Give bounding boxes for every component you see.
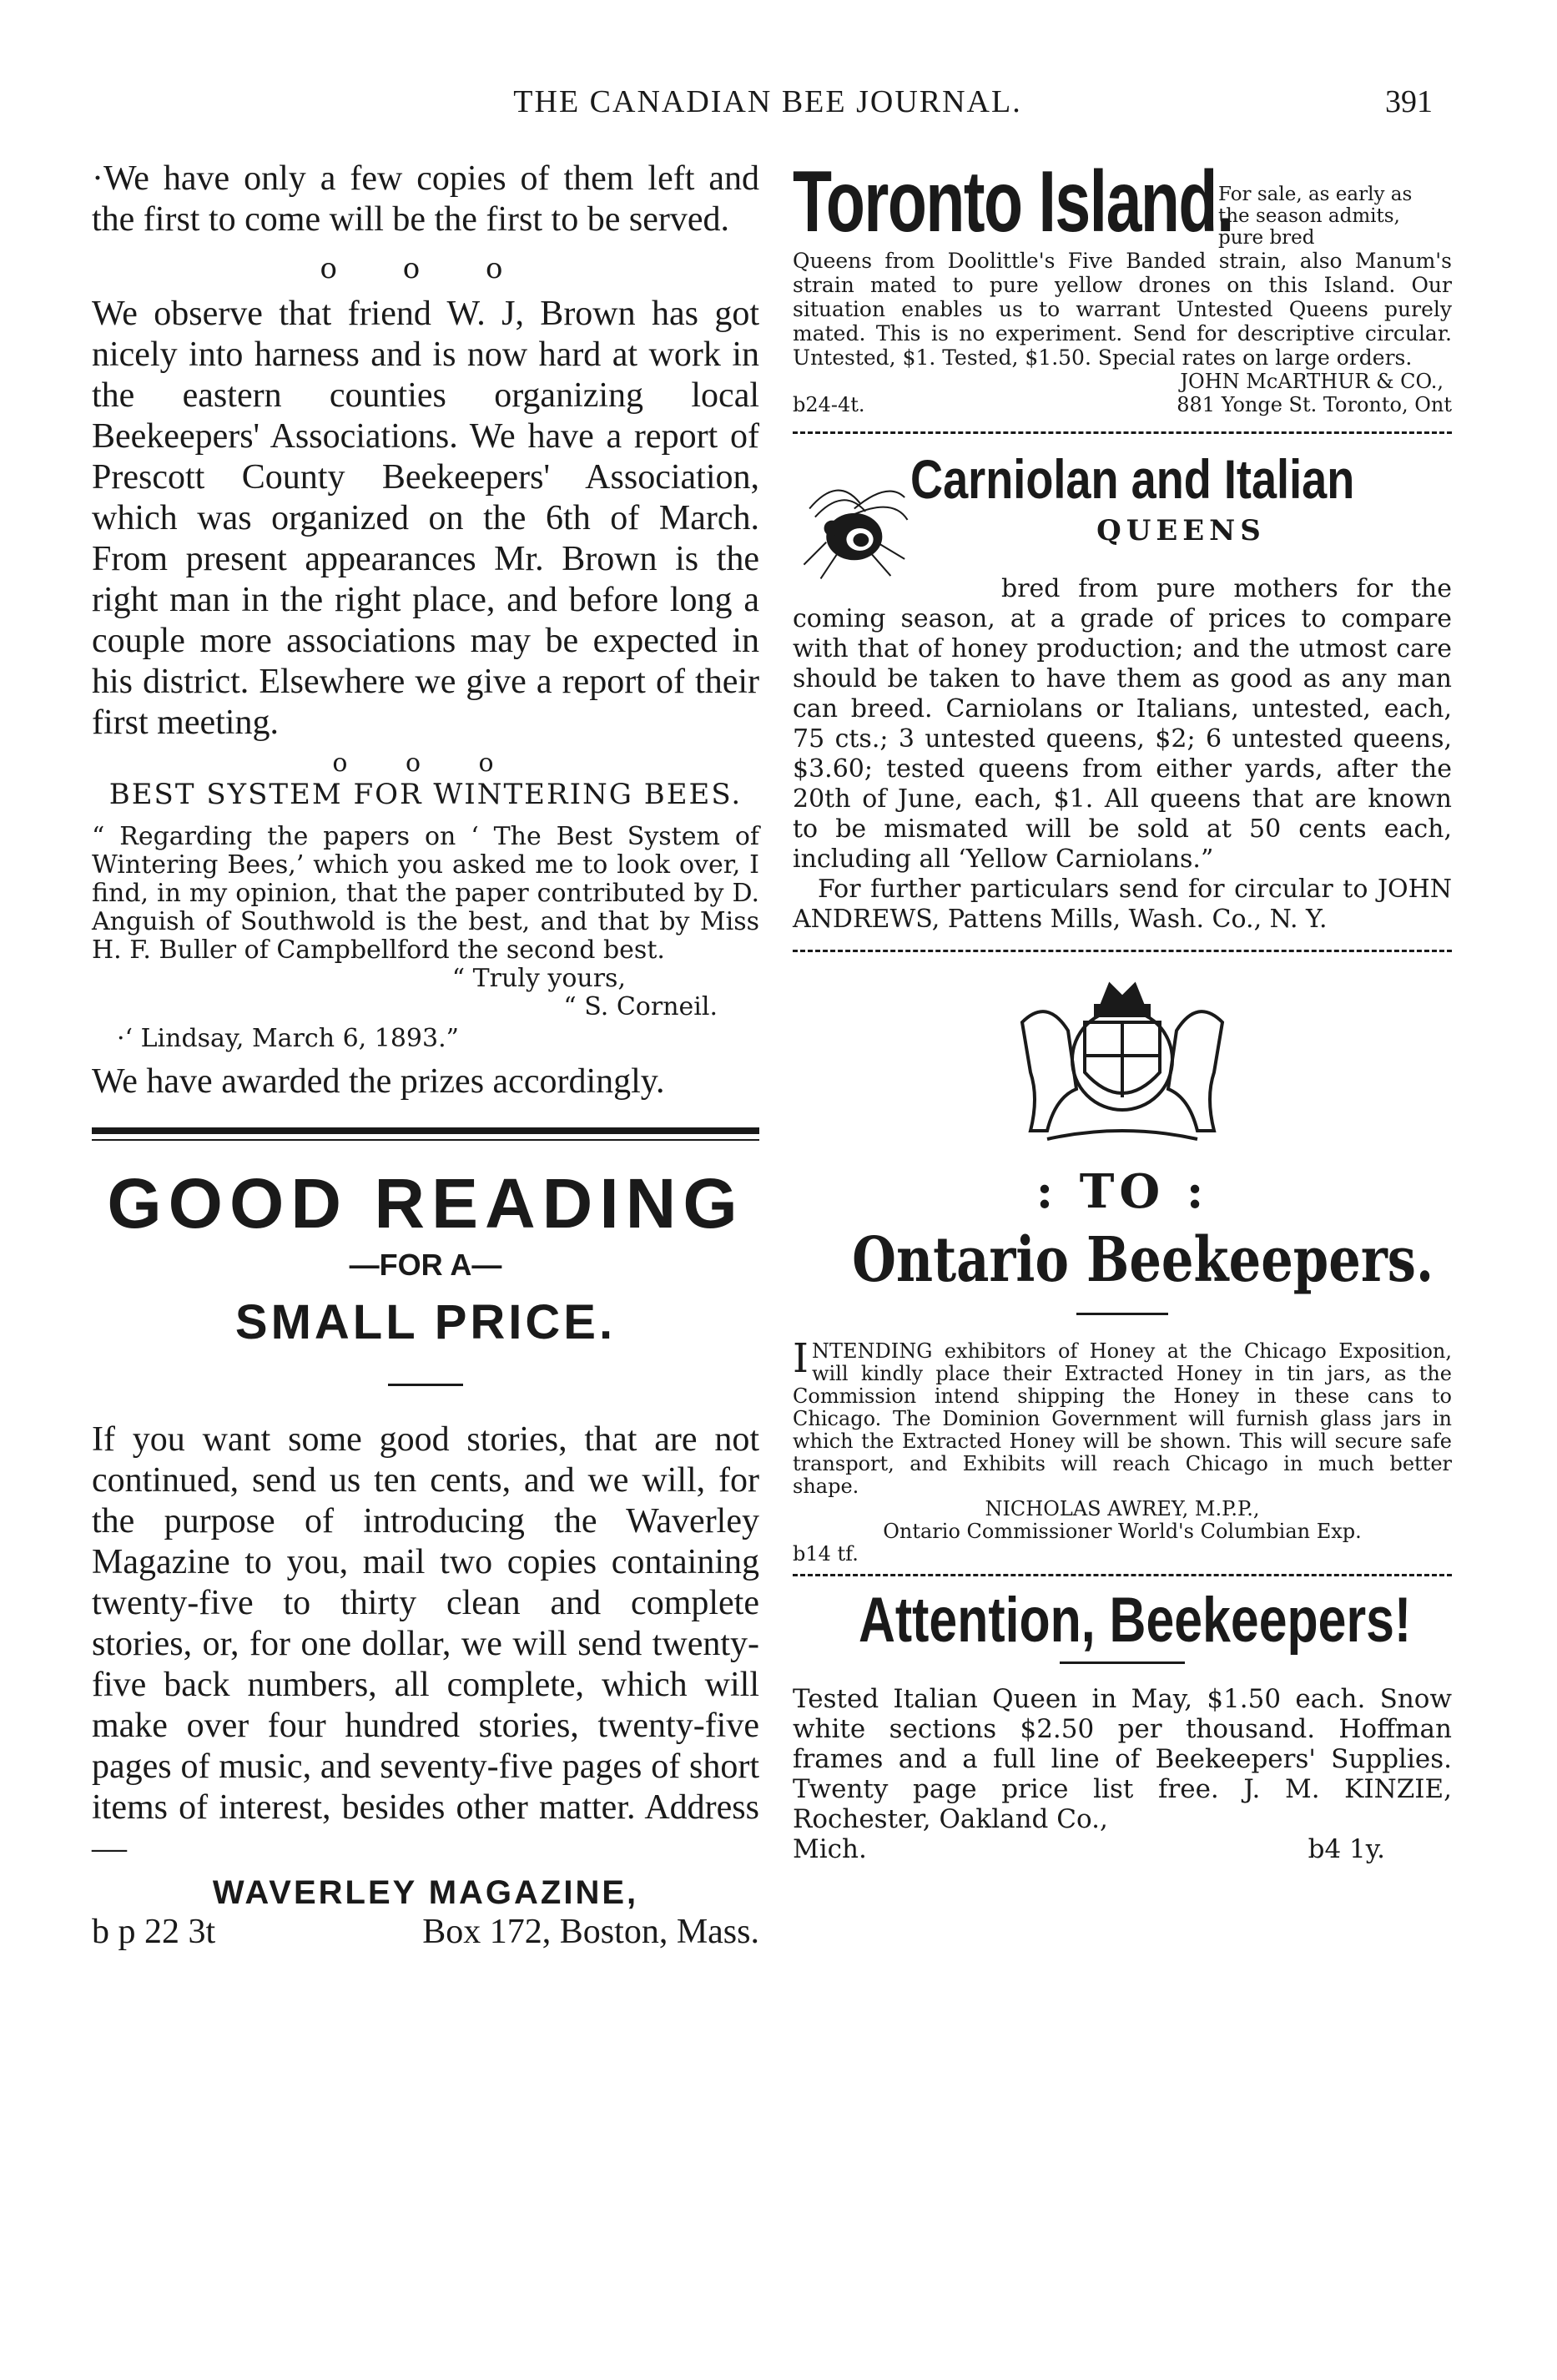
right-column: [793, 154, 1452, 1864]
thin-rule: [92, 1139, 759, 1141]
letter-place-date: ·‘ Lindsay, March 6, 1893.”: [117, 1024, 459, 1053]
letter-signature: “ S. Corneil.: [563, 992, 718, 1021]
waverley-magazine-name: WAVERLEY MAGAZINE,: [212, 1874, 639, 1911]
toronto-address: 881 Yonge St. Toronto, Ont: [1177, 393, 1452, 416]
letter-closing: “ Truly yours,: [451, 964, 626, 993]
ad-code: b4 1y.: [1308, 1834, 1385, 1864]
ad-code: b14 tf.: [793, 1542, 859, 1566]
waverley-footer: [92, 1912, 759, 1952]
carniolan-body: bred from pure mothers for the coming season, at a grade of prices to compare with that of honey production; and the utmost care should be taken to have them as good as any man can breed. Carniolans or Italians, untested, each, 75 cts.; 3 untested queens, $2; 6 untested queens, $3.60; tested queens from either yards, after the 20th of June, each, $1. All queens that are known to be mismated will be sold at 50 cents each, including all ‘Yellow Carniolans.”: [793, 574, 1452, 874]
exhibitors-notice: [793, 1335, 1452, 1498]
page-number: 391: [1385, 84, 1433, 119]
bee-illustration: [793, 449, 910, 608]
copies-paragraph: ·We have only a few copies of them left and the first to come will be the first to be served.: [92, 159, 759, 239]
brown-paragraph: We observe that friend W. J, Brown has got nicely into harness and is now hard at work in the eastern counties organizing local Beekeepers' Associations. We have a report of Prescott County Beekeepers' Association, which was organized on the 6th of March. From present appearances Mr. Brown is the right man in the right place, and before long a couple more associations may be expected in his district. Elsewhere we give a report of their first meeting.: [92, 295, 759, 742]
carniolan-heading-block: [910, 449, 1452, 547]
kinzie-state: Mich.: [793, 1834, 867, 1864]
toronto-island-ad: [793, 154, 1452, 250]
toronto-company-line: [793, 370, 1452, 393]
ontario-beekeepers-title: Ontario Beekeepers.: [852, 1224, 1434, 1296]
ornament: o o o: [332, 749, 519, 778]
small-price-title: SMALL PRICE.: [234, 1295, 617, 1349]
running-head: THE CANADIAN BEE JOURNAL.: [513, 84, 1022, 119]
queens-label: QUEENS: [1096, 514, 1266, 547]
short-rule: [1076, 1313, 1168, 1315]
ad-code: b p 22 3t: [92, 1913, 216, 1951]
heavy-rule: [92, 1127, 759, 1134]
toronto-address-line: [793, 393, 1452, 416]
commissioner-title: Ontario Commissioner World's Columbian Exp.: [883, 1520, 1362, 1543]
commissioner-name: NICHOLAS AWREY, M.P.P.,: [985, 1497, 1260, 1520]
exhibitors-body: NTENDING exhibitors of Honey at the Chicago Exposition, will kindly place their Extracted Honey in tin jars, as the Commission intend shipping the Honey in these cans to Chicago. The Dominion Government will furnish glass jars in which the Extracted Honey will be shown. This will secure safe transport, and Exhibits will reach Chicago in much better shape.: [793, 1339, 1452, 1498]
toronto-side-text: For sale, as early as the season admits, pure bred: [1218, 184, 1413, 249]
prizes-paragraph: We have awarded the prizes accordingly.: [92, 1062, 665, 1101]
toronto-company: JOHN McARTHUR & CO.,: [1180, 370, 1444, 393]
toronto-island-title: Toronto Island.: [793, 154, 1233, 250]
attention-title: Attention, Beekeepers!: [859, 1585, 1412, 1656]
carniolan-title: Carniolan and Italian: [910, 448, 1355, 510]
kinzie-body: Tested Italian Queen in May, $1.50 each. Snow white sections $2.50 per thousand. Hoffman frames and a full line of Beekeepers' Supplies. Twenty page price list free. J. M. KINZIE, Rochester, Oakland Co.,: [793, 1684, 1452, 1834]
dashed-divider: [793, 950, 1452, 952]
letter-body: “ Regarding the papers on ‘ The Best System of Wintering Bees,’ which you asked me to look over, I find, in my opinion, that the paper contributed by D. Anguish of Southwold is the best, and that by Miss H. F. Buller of Campbellford the second best.: [92, 822, 759, 965]
short-rule: [1060, 1661, 1185, 1664]
kinzie-footer: [793, 1834, 1452, 1864]
good-reading-title: GOOD READING: [107, 1164, 744, 1243]
drop-cap: I: [793, 1335, 809, 1382]
dashed-divider: [793, 431, 1452, 434]
carniolan-body-2: For further particulars send for circular to JOHN ANDREWS, Pattens Mills, Wash. Co., N. Y.: [793, 875, 1452, 934]
ad-code: b24-4t.: [793, 393, 865, 416]
waverley-body: If you want some good stories, that are not continued, send us ten cents, and we will, for the purpose of introducing the Waverley Magazine to you, mail two copies containing twenty-five to thirty clean and complete stories, or, for one dollar, we will send twenty-five back numbers, all complete, which will make over four hundred stories, twenty-five pages of music, and seventy-five pages of short items of interest, besides other matter. Address —: [92, 1420, 759, 1868]
left-column: [92, 159, 759, 1952]
short-rule: [388, 1384, 463, 1386]
toronto-body: Queens from Doolittle's Five Banded strain, also Manum's strain mated to pure yellow drones on this Island. Our situation enables us to warrant Untested Queens purely mated. This is no experiment. Send for descriptive circular. Untested, $1. Tested, $1.50. Special rates on large orders.: [793, 249, 1452, 370]
for-a-subtitle: —FOR A—: [349, 1248, 502, 1282]
ornament: o o o: [320, 252, 532, 285]
waverley-address: Box 172, Boston, Mass.: [422, 1913, 759, 1951]
to-line: : TO :: [1035, 1164, 1209, 1219]
dashed-divider: [793, 1574, 1452, 1576]
wintering-heading: BEST SYSTEM FOR WINTERING BEES.: [108, 778, 743, 811]
royal-crest-emblem: [997, 972, 1247, 1156]
